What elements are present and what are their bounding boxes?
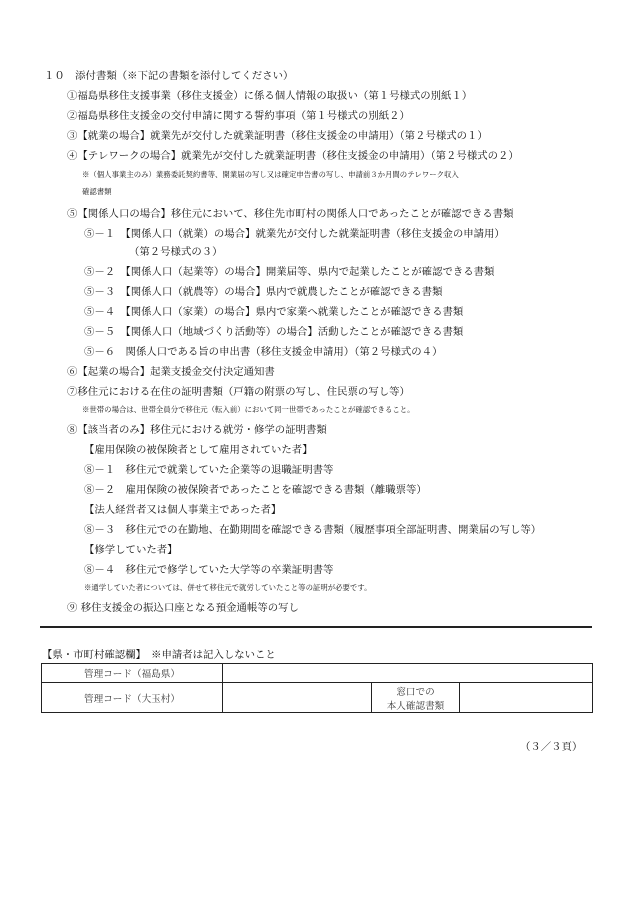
- attachments-heading: １０ 添付書類（※下記の書類を添付してください）: [44, 70, 294, 82]
- page-number: （３／３頁）: [520, 741, 583, 753]
- list-item: ⑧－４ 移住元で修学していた大学等の卒業証明書等: [84, 564, 334, 576]
- note: ※通学していた者については、併せて移住元で就労していたこと等の証明が必要です。: [84, 583, 372, 592]
- list-item: ⑦移住元における在住の証明書類（戸籍の附票の写し、住民票の写し等）: [67, 386, 410, 398]
- list-item: ⑤－３ 【関係人口（就農等）の場合】県内で就農したことが確認できる書類: [84, 286, 443, 298]
- list-item: ⑧－２ 雇用保険の被保険者であったことを確認できる書類（離職票等）: [84, 484, 427, 496]
- id-check-label: [372, 683, 460, 713]
- list-item: 【雇用保険の被保険者として雇用されていた者】: [84, 444, 313, 456]
- list-item: 【法人経営者又は個人事業主であった者】: [84, 504, 282, 516]
- otama-code-field[interactable]: [223, 683, 372, 713]
- section-divider: [40, 626, 592, 628]
- note: ※（個人事業主のみ）業務委託契約書等、開業届の写し又は確定申告書の写し、申請前３か月間のテレワーク収入: [82, 170, 459, 179]
- list-item: ④【テレワークの場合】就業先が交付した就業証明書（移住支援金の申請用）（第２号様式の２）: [67, 150, 519, 162]
- fukushima-code-field[interactable]: [223, 664, 593, 683]
- list-item: ⑧－３ 移住元での在勤地、在勤期間を確認できる書類（履歴事項全部証明書、開業届の写し等）: [84, 524, 542, 536]
- note: ※世帯の場合は、世帯全員分で移住元（転入前）において同一世帯であったことが確認できること。: [82, 405, 415, 414]
- otama-code-label: 管理コード（大玉村）: [42, 683, 223, 713]
- id-check-label-line2: 本人確認書類: [386, 700, 445, 712]
- fukushima-code-label: 管理コード（福島県）: [42, 664, 223, 683]
- list-item: 【修学していた者】: [84, 544, 178, 556]
- id-check-label-line1: 窓口での: [396, 686, 435, 698]
- confirmation-table: [41, 663, 593, 713]
- list-item: ③【就業の場合】就業先が交付した就業証明書（移住支援金の申請用）（第２号様式の１）: [67, 130, 488, 142]
- list-item: ⑥【起業の場合】起業支援金交付決定通知書: [67, 366, 275, 378]
- list-item: ②福島県移住支援金の交付申請に関する誓約事項（第１号様式の別紙２）: [67, 110, 410, 122]
- list-item: ⑤【関係人口の場合】移住元において、移住先市町村の関係人口であったことが確認できる書類: [67, 208, 514, 220]
- list-item: ⑤－６ 関係人口である旨の申出書（移住支援金申請用）（第２号様式の４）: [84, 346, 443, 358]
- list-item: ⑤－４ 【関係人口（家業）の場合】県内で家業へ就業したことが確認できる書類: [84, 306, 464, 318]
- note: 確認書類: [82, 187, 112, 196]
- list-item: （第２号様式の３）: [129, 246, 223, 258]
- id-check-field[interactable]: [460, 683, 593, 713]
- list-item: ⑤－５ 【関係人口（地域づくり活動等）の場合】活動したことが確認できる書類: [84, 326, 464, 338]
- list-item: ①福島県移住支援事業（移住支援金）に係る個人情報の取扱い（第１号様式の別紙１）: [67, 90, 473, 102]
- list-item: ⑧－１ 移住元で就業していた企業等の退職証明書等: [84, 464, 334, 476]
- confirmation-title: 【県・市町村確認欄】 ※申請者は記入しないこと: [42, 649, 276, 661]
- list-item: ⑨ 移住支援金の振込口座となる預金通帳等の写し: [67, 602, 299, 614]
- list-item: ⑤－２ 【関係人口（起業等）の場合】開業届等、県内で起業したことが確認できる書類: [84, 266, 495, 278]
- list-item: ⑤－１ 【関係人口（就業）の場合】就業先が交付した就業証明書（移住支援金の申請用）: [84, 228, 505, 240]
- list-item: ⑧【該当者のみ】移住元における就労・修学の証明書類: [67, 424, 327, 436]
